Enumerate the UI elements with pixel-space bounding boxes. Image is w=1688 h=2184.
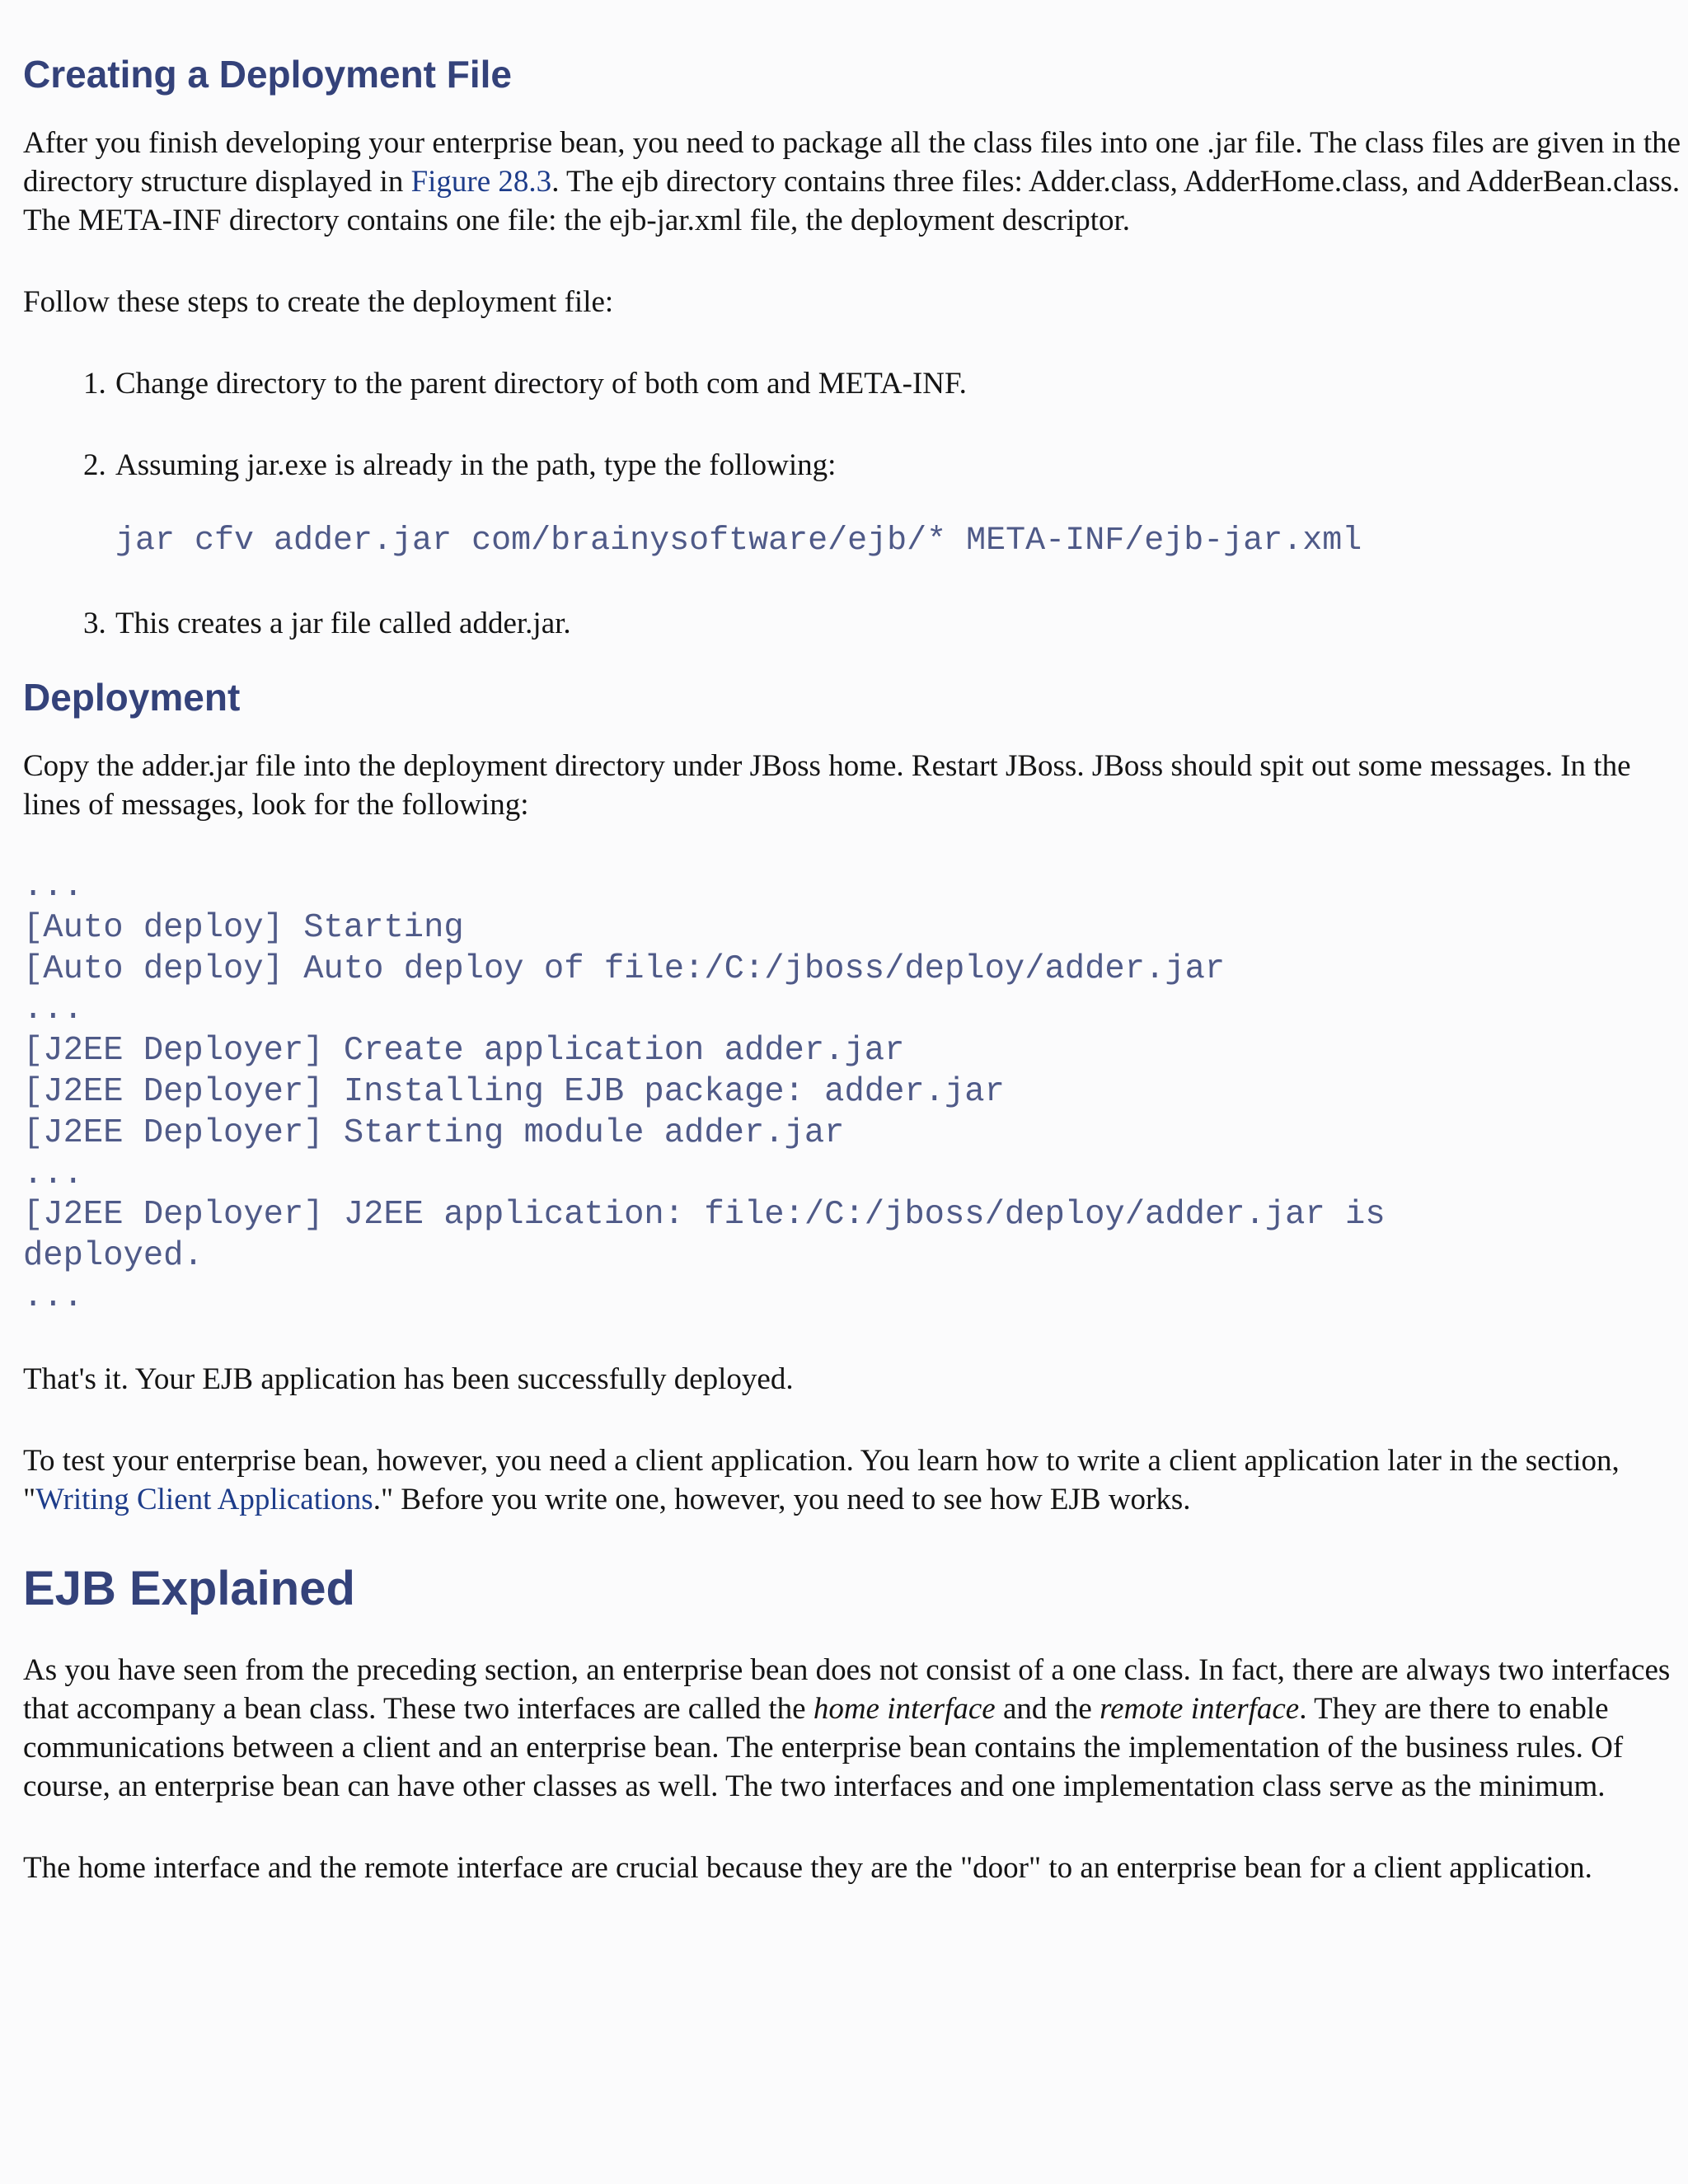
- step-text: Change directory to the parent directory of both com and META-INF.: [115, 367, 967, 401]
- log-line: ...: [23, 1155, 83, 1193]
- log-line: ...: [23, 991, 83, 1029]
- text-segment: and the: [995, 1691, 1100, 1726]
- paragraph-deployed-confirmation: That's it. Your EJB application has been successfully deployed.: [23, 1361, 794, 1396]
- log-line: deployed.: [23, 1237, 204, 1276]
- text-segment: . The ejb directory contains three files: Adder.class, AdderHome.class, and AdderBean.class. The META-INF directory contains one file: the ejb-jar.xml file, the deployment descriptor.: [23, 165, 1681, 237]
- log-line: [J2EE Deployer] Create application adder.jar: [23, 1032, 905, 1071]
- log-line: [J2EE Deployer] Installing EJB package: adder.jar: [23, 1072, 1005, 1111]
- term-home-interface: home interface: [813, 1691, 996, 1726]
- term-remote-interface: remote interface: [1100, 1691, 1300, 1726]
- step-item-1: [114, 364, 1688, 403]
- log-line: [Auto deploy] Auto deploy of file:/C:/jboss/deploy/adder.jar: [23, 949, 1226, 988]
- figure-28-3-link[interactable]: Figure 28.3: [410, 165, 552, 199]
- step-text: Assuming jar.exe is already in the path, type the following:: [115, 448, 837, 482]
- text-segment: To test your enterprise bean, however, you need a client application. You learn how to write a client application later in the section, ": [23, 1443, 1620, 1516]
- paragraph-creating-intro: [23, 124, 1688, 240]
- log-line: ...: [23, 1277, 83, 1316]
- paragraph-deployment-intro: Copy the adder.jar file into the deployment directory under JBoss home. Restart JBoss. JBoss should spit out some messages. In the lines of messages, look for the following:: [23, 749, 1631, 822]
- log-line: ...: [23, 868, 83, 906]
- text-segment: After you finish developing your enterprise bean, you need to package all the class files into one .jar file. The class files are given in the directory structure displayed in: [23, 126, 1681, 199]
- paragraph-ejb-explained: [23, 1651, 1688, 1806]
- paragraph-test-client: [23, 1441, 1688, 1519]
- log-line: [J2EE Deployer] J2EE application: file:/C:/jboss/deploy/adder.jar is: [23, 1196, 1386, 1235]
- log-line: [Auto deploy] Starting: [23, 908, 464, 947]
- text-segment: ." Before you write one, however, you need to see how EJB works.: [373, 1482, 1191, 1516]
- log-line: [J2EE Deployer] Starting module adder.jar: [23, 1113, 845, 1152]
- text-segment: . They are there to enable communications between a client and an enterprise bean. The enterprise bean contains the implementation of the business rules. Of course, an enterprise bean can have other classes as well. The two interfaces and one implementation class serve as the minimum.: [23, 1691, 1624, 1803]
- paragraph-follow-steps: Follow these steps to create the deployment file:: [23, 285, 614, 319]
- heading-creating-deployment-file: Creating a Deployment File: [23, 53, 513, 96]
- writing-client-applications-link[interactable]: Writing Client Applications: [35, 1482, 373, 1516]
- jar-command-code: jar cfv adder.jar com/brainysoftware/ejb/* META-INF/ejb-jar.xml: [115, 523, 1362, 560]
- steps-list: [23, 364, 1688, 643]
- step-text: This creates a jar file called adder.jar.: [115, 607, 571, 640]
- heading-deployment: Deployment: [23, 676, 241, 719]
- paragraph-home-remote-door: The home interface and the remote interface are crucial because they are the "door" to an enterprise bean for a client application.: [23, 1850, 1592, 1885]
- text-segment: As you have seen from the preceding section, an enterprise bean does not consist of a one class. In fact, there are always two interfaces that accompany a bean class. These two interfaces are called the: [23, 1652, 1671, 1726]
- step-item-2: [114, 446, 1688, 561]
- jboss-log-code-block: [23, 867, 1688, 1319]
- step-item-3: [114, 604, 1688, 643]
- heading-ejb-explained: EJB Explained: [23, 1561, 355, 1615]
